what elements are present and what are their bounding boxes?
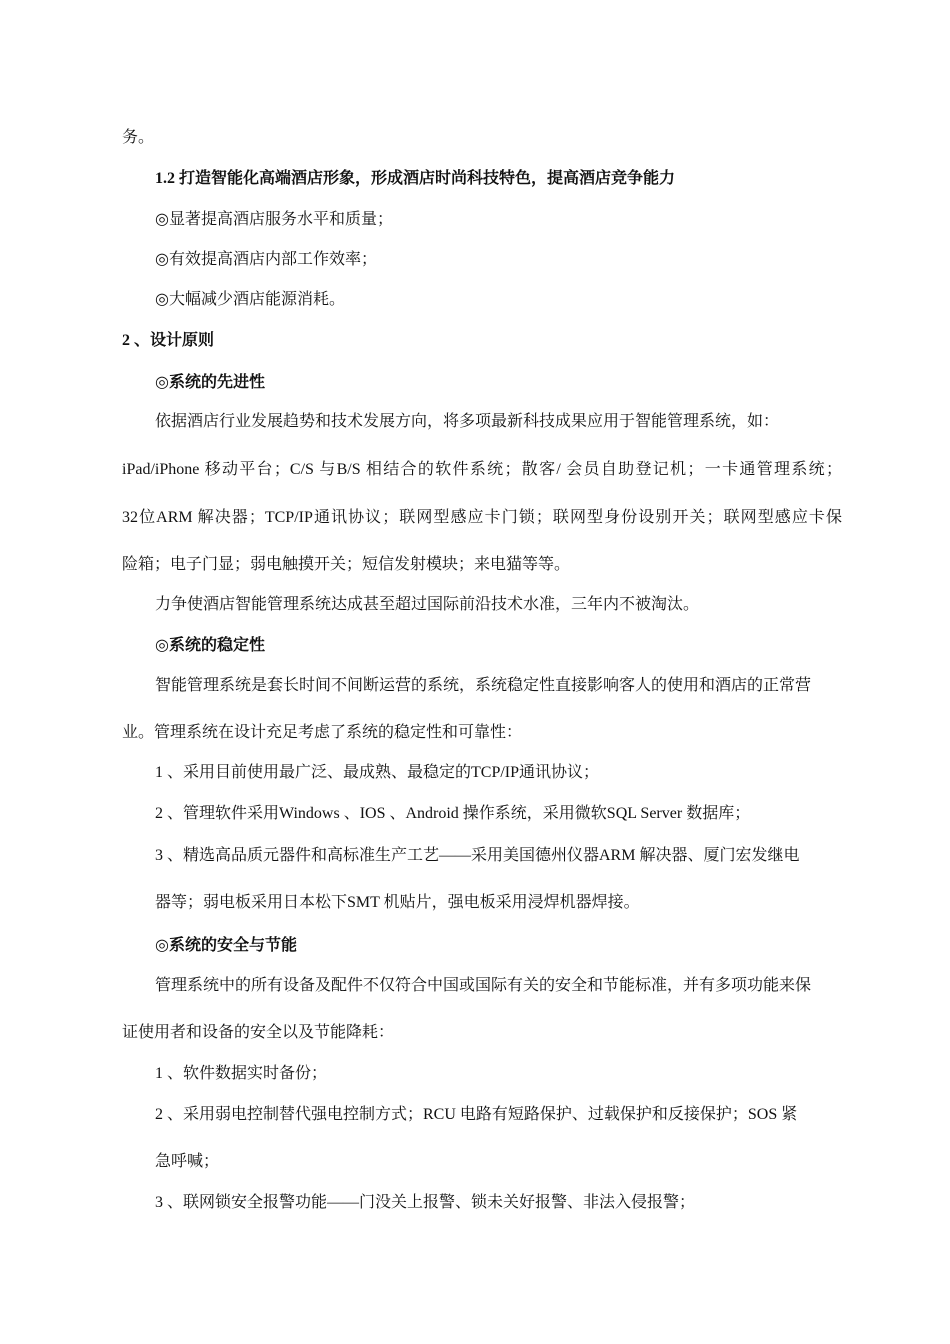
paragraph-line: 证使用者和设备的安全以及节能降耗：: [122, 1024, 395, 1041]
list-item: 2 、采用弱电控制替代强电控制方式；RCU 电路有短路保护、过载保护和反接保护；SOS 紧: [155, 1106, 798, 1123]
paragraph-line: 险箱；电子门显；弱电触摸开关；短信发射模块；来电猫等等。: [122, 556, 571, 573]
subsection-heading-stability: ◎系统的稳定性: [155, 637, 265, 654]
list-item: 3 、精选高品质元器件和高标准生产工艺——采用美国德州仪器ARM 解决器、厦门宏发继电: [155, 847, 800, 864]
bullet-item: ◎有效提高酒店内部工作效率；: [155, 251, 377, 268]
paragraph-line: 智能管理系统是套长时间不间断运营的系统，系统稳定性直接影响客人的使用和酒店的正常营: [155, 677, 812, 694]
list-item: 1 、采用目前使用最广泛、最成熟、最稳定的TCP/IP通讯协议；: [155, 764, 600, 781]
bullet-item: ◎大幅减少酒店能源消耗。: [155, 291, 345, 308]
paragraph-line: iPad/iPhone 移动平台；C/S 与B/S 相结合的软件系统；散客/ 会员自助登记机；一卡通管理系统；: [122, 461, 842, 478]
paragraph-line: 依据酒店行业发展趋势和技术发展方向，将多项最新科技成果应用于智能管理系统，如：: [155, 413, 780, 430]
bullet-item: ◎显著提高酒店服务水平和质量；: [155, 211, 393, 228]
list-item: 2 、管理软件采用Windows 、IOS 、Android 操作系统，采用微软SQL Server 数据库；: [155, 805, 751, 822]
paragraph-line: 业。管理系统在设计充足考虑了系统的稳定性和可靠性：: [122, 724, 523, 741]
section-heading-2: 2 、设计原则: [122, 332, 215, 349]
list-item-continuation: 急呼喊；: [155, 1153, 220, 1170]
subsection-heading-advanced: ◎系统的先进性: [155, 374, 265, 391]
paragraph-line: 32位ARM 解决器；TCP/IP通讯协议；联网型感应卡门锁；联网型身份设别开关；联网型感应卡保: [122, 509, 842, 526]
list-item-continuation: 器等；弱电板采用日本松下SMT 机贴片，强电板采用浸焊机器焊接。: [155, 894, 640, 911]
paragraph-line: 管理系统中的所有设备及配件不仅符合中国或国际有关的安全和节能标准，并有多项功能来保: [155, 977, 812, 994]
paragraph-line: 力争使酒店智能管理系统达成甚至超过国际前沿技术水准，三年内不被淘汰。: [155, 596, 700, 613]
list-item: 1 、软件数据实时备份；: [155, 1065, 328, 1082]
text-line: 务。: [122, 129, 155, 146]
section-heading-1-2: 1.2 打造智能化高端酒店形象，形成酒店时尚科技特色，提高酒店竞争能力: [155, 170, 676, 187]
list-item: 3 、联网锁安全报警功能——门没关上报警、锁未关好报警、非法入侵报警；: [155, 1194, 696, 1211]
subsection-heading-safety: ◎系统的安全与节能: [155, 937, 297, 954]
